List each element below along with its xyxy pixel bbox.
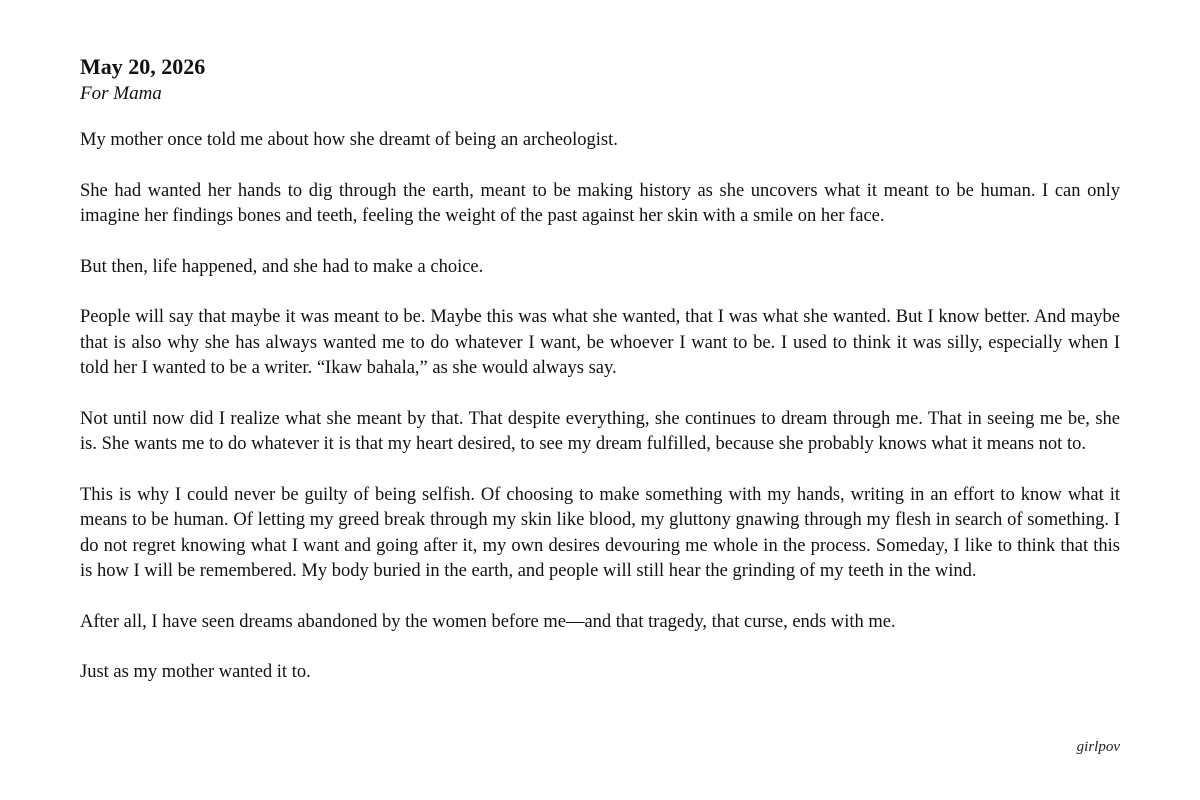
author-signature: girlpov — [1076, 739, 1120, 755]
journal-entry — [80, 53, 1120, 711]
paragraph-3: But then, life happened, and she had to make a choice. — [80, 256, 484, 277]
paragraph-1: My mother once told me about how she dreamt of being an archeologist. — [80, 130, 618, 150]
entry-date: May 20, 2026 — [80, 54, 206, 79]
paragraph-5: Not until now did I realize what she meant by that. That despite everything, she continues to dream through me. That in seeing me be, she is. She wants me to do whatever it is that my heart desired, to see my dream fulfilled, because she probably knows what it means not to. — [80, 408, 1120, 454]
paragraph-4: People will say that maybe it was meant to be. Maybe this was what she wanted, that I was what she wanted. But I know better. And maybe that is also why she has always wanted me to do whatever I want, be whoever I want to be. I used to think it was silly, especially when I told her I wanted to be a writer. “Ikaw bahala,” as she would always say. — [80, 307, 1120, 378]
paragraph-7: After all, I have seen dreams abandoned by the women before me—and that tragedy, that curse, ends with me. — [80, 611, 896, 632]
paragraph-8: Just as my mother wanted it to. — [80, 662, 311, 682]
paragraph-6: This is why I could never be guilty of being selfish. Of choosing to make something with my hands, writing in an effort to know what it means to be human. Of letting my greed break through my skin like blood, my gluttony gnawing through my flesh in search of something. I do not regret knowing what I want and going after it, my own desires devouring me whole in the process. Someday, I like to think that this is how I will be remembered. My body buried in the earth, and people will still hear the grinding of my teeth in the wind. — [80, 484, 1120, 581]
entry-dedication: For Mama — [80, 83, 162, 104]
paragraph-2: She had wanted her hands to dig through the earth, meant to be making history as she uncovers what it meant to be human. I can only imagine her findings bones and teeth, feeling the weight of the past against her skin with a smile on her face. — [80, 180, 1120, 226]
